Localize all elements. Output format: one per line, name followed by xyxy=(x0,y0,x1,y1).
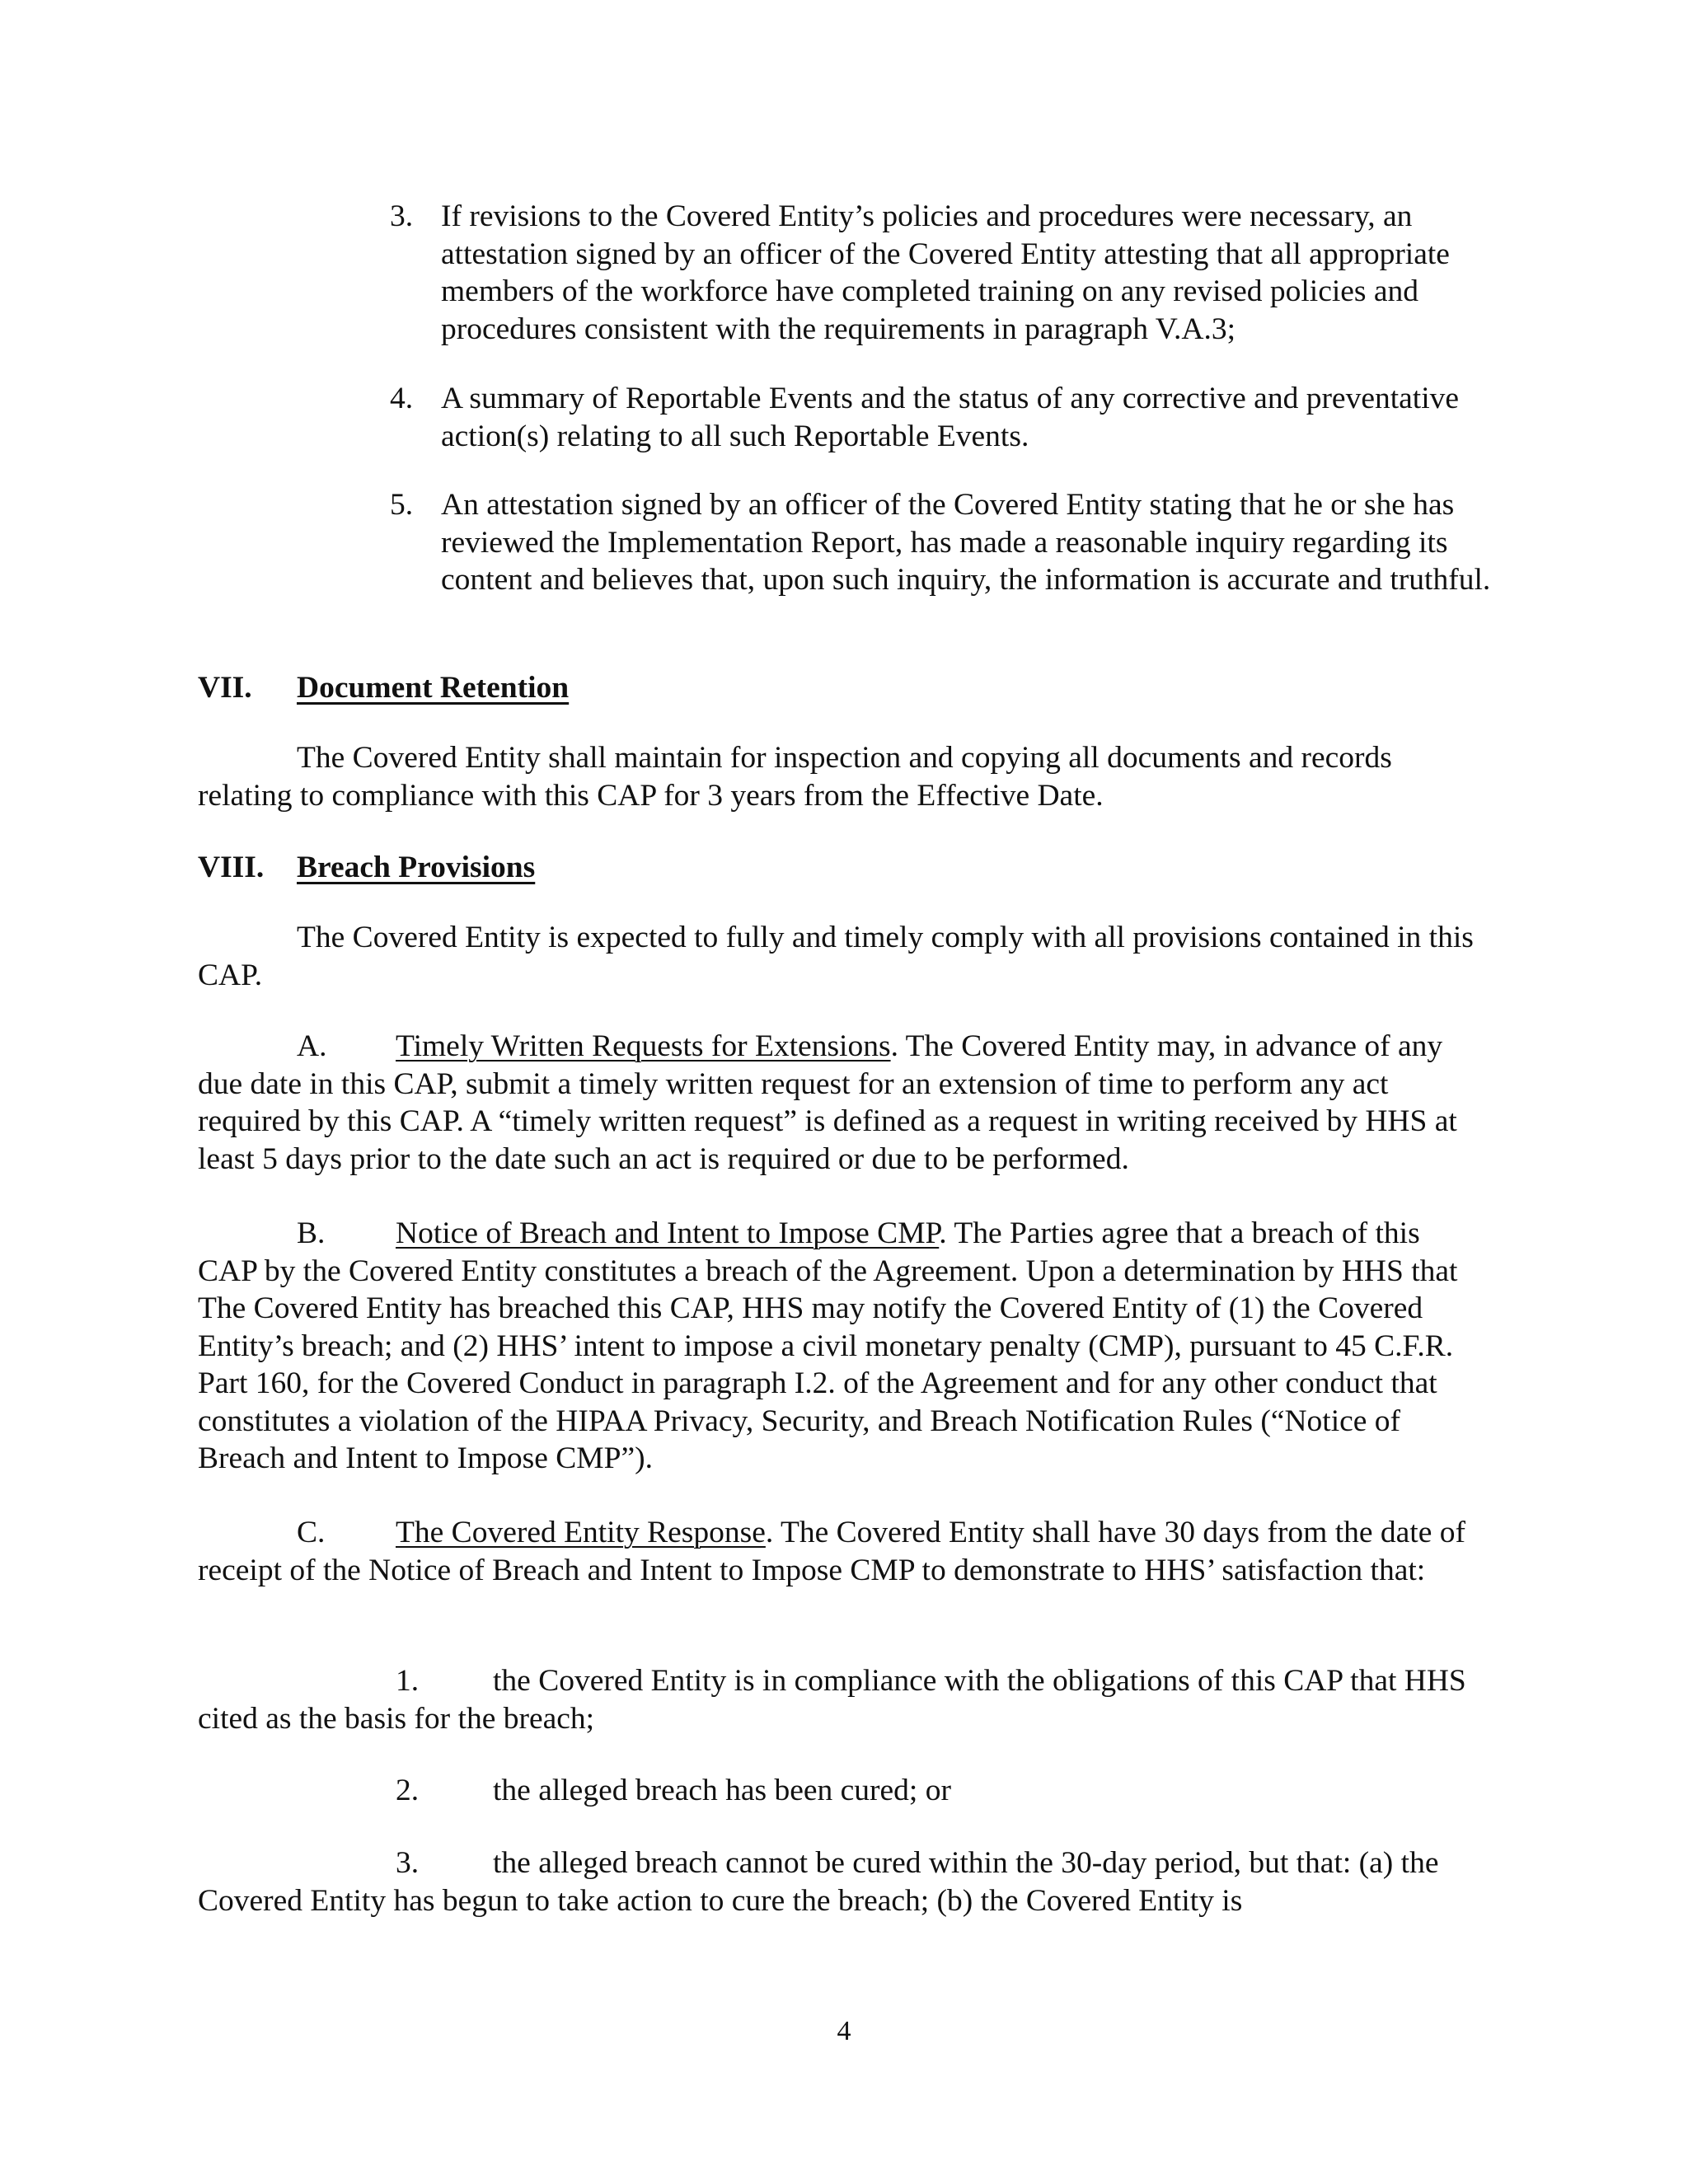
sub-item-text: the alleged breach cannot be cured within the 30-day period, but that: (a) the Covered Entity has begun to take action to cure the breach; (b) the Covered Entity is xyxy=(198,1846,1439,1918)
list-item-text: An attestation signed by an officer of the Covered Entity stating that he or she has reviewed the Implementation Report, has made a reasonable inquiry regarding its content and believes that, upon such inquiry, the information is accurate and truthful. xyxy=(441,488,1491,597)
paragraph-text: . The Parties agree that a breach of this CAP by the Covered Entity constitutes a breach of the Agreement. Upon a determination by HHS that The Covered Entity has breached this CAP, HHS may notify the Covered Entity of (1) the Covered Entity’s breach; and (2) HHS’ intent to impose a civil monetary penalty (CMP), pursuant to 45 C.F.R. Part 160, for the Covered Conduct in paragraph I.2. of the Agreement and for any other conduct that constitutes a violation of the HIPAA Privacy, Security, and Breach Notification Rules (“Notice of Breach and Intent to Impose CMP”). xyxy=(198,1216,1458,1475)
sub-item-number: 1. xyxy=(396,1664,420,1698)
paragraph-a xyxy=(198,1028,1484,1178)
section-vii-body xyxy=(198,739,1484,814)
list-item-text: If revisions to the Covered Entity’s policies and procedures were necessary, an attestation signed by an officer of the Covered Entity attesting that all appropriate members of the workforce have completed training on any revised policies and procedures consistent with the requirements in paragraph V.A.3; xyxy=(441,199,1450,346)
section-title: Breach Provisions xyxy=(297,851,536,884)
page-number: 4 xyxy=(837,2016,851,2046)
list-item-number: 4. xyxy=(390,382,414,415)
paragraph-heading: The Covered Entity Response xyxy=(396,1516,766,1549)
section-viii-body xyxy=(198,919,1484,994)
sub-item xyxy=(198,1662,1484,1737)
sub-item-text: the Covered Entity is in compliance with the obligations of this CAP that HHS cited as the basis for the breach; xyxy=(198,1664,1466,1736)
list-item-number: 3. xyxy=(390,199,414,233)
paragraph-label: B. xyxy=(297,1216,326,1250)
list-item xyxy=(390,486,1527,599)
paragraph-label: A. xyxy=(297,1029,327,1063)
sub-item xyxy=(198,1844,1484,1919)
section-title: Document Retention xyxy=(297,671,570,705)
paragraph-heading: Notice of Breach and Intent to Impose CMP xyxy=(396,1216,940,1250)
paragraph-c xyxy=(198,1514,1484,1589)
list-item xyxy=(390,198,1527,348)
paragraph-label: C. xyxy=(297,1516,326,1549)
sub-item-text: the alleged breach has been cured; or xyxy=(493,1774,951,1807)
list-item-number: 5. xyxy=(390,488,414,522)
sub-item xyxy=(198,1772,1484,1810)
paragraph-heading: Timely Written Requests for Extensions xyxy=(396,1029,891,1063)
sub-item-number: 3. xyxy=(396,1846,420,1880)
paragraph-text: . The Covered Entity shall have 30 days from the date of receipt of the Notice of Breach and Intent to Impose CMP to demonstrate to HHS’ satisfaction that: xyxy=(198,1516,1465,1587)
section-number: VII. xyxy=(198,671,252,705)
paragraph-text: . The Covered Entity may, in advance of any due date in this CAP, submit a timely written request for an extension of time to perform any act required by this CAP. A “timely written request” is defined as a request in writing received by HHS at least 5 days prior to the date such an act is required or due to be performed. xyxy=(198,1029,1457,1176)
section-heading-viii xyxy=(198,849,535,887)
sub-item-number: 2. xyxy=(396,1774,420,1807)
section-heading-vii xyxy=(198,669,569,707)
section-number: VIII. xyxy=(198,851,265,884)
paragraph-text: The Covered Entity is expected to fully and timely comply with all provisions contained in this CAP. xyxy=(198,921,1474,992)
paragraph-b xyxy=(198,1215,1484,1478)
list-item-text: A summary of Reportable Events and the status of any corrective and preventative action(s) relating to all such Reportable Events. xyxy=(441,382,1460,453)
list-item xyxy=(390,380,1527,455)
paragraph-text: The Covered Entity shall maintain for inspection and copying all documents and records relating to compliance with this CAP for 3 years from the Effective Date. xyxy=(198,741,1392,813)
